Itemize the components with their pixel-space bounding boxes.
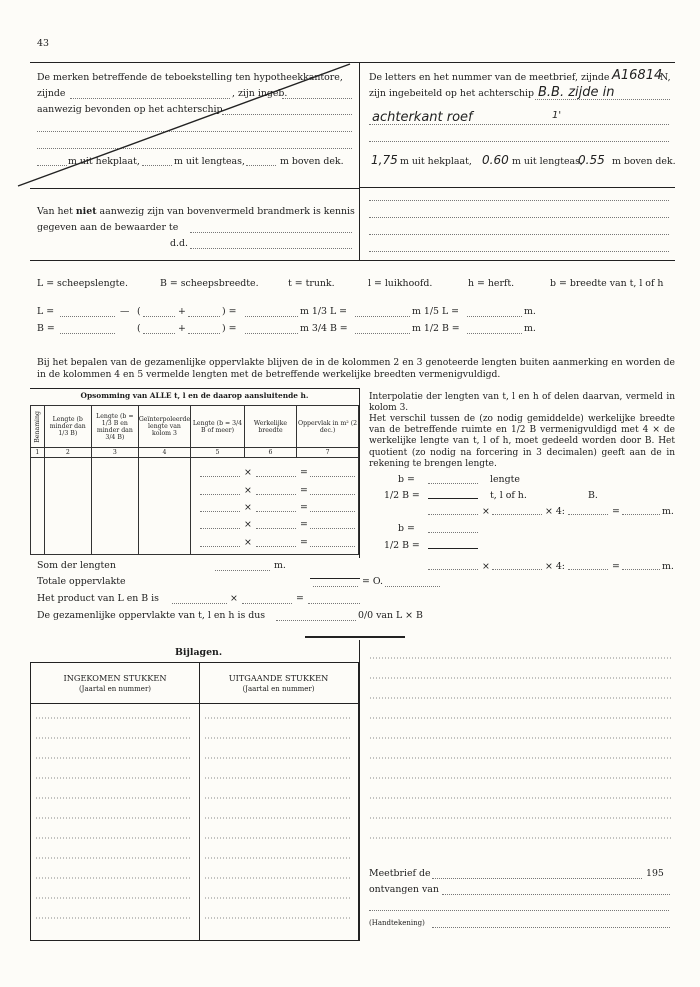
product-eq: = — [296, 593, 304, 604]
dd-label: d.d. — [170, 238, 188, 249]
ingekomen-sub: (Jaartal en nummer) — [78, 685, 152, 693]
m-third-L: m 1/3 L = — [300, 306, 347, 317]
legend-l: l = luikhoofd. — [368, 278, 433, 289]
col-num: 3 — [91, 448, 138, 458]
m-uit-hekplaat: m uit hekplaat, — [68, 156, 140, 167]
b-eq-2: b = — [398, 523, 415, 534]
legend-t: t = trunk. — [288, 278, 335, 289]
minus-sign: — — [120, 306, 130, 317]
interpolation-p1: Interpolatie der lengten van t, l en h of delen daarvan, vermeld in kolom 3. — [369, 392, 675, 414]
col-num: 2 — [44, 448, 91, 458]
ontvangen-field[interactable] — [442, 894, 670, 895]
half-B-eq-1: 1/2 B = — [384, 490, 420, 501]
hw-boven[interactable]: 0.55 — [578, 153, 605, 167]
lengte-label: lengte — [490, 474, 520, 485]
zijn-ingeb-label: , zijn ingeb. — [232, 88, 288, 99]
col-num: 5 — [191, 448, 245, 458]
equals-mark: = — [300, 537, 308, 548]
times-mark: × — [244, 467, 252, 478]
col-header-lengte-1: Lengte (b minder dan 1/3 B) — [44, 406, 91, 448]
equals-mark: = — [300, 502, 308, 513]
brandmerk-line1: Van het niet aanwezig zijn van bovenvermeld brandmerk is kennis — [37, 206, 355, 217]
legend-B: B = scheepsbreedte. — [160, 278, 259, 289]
m-end-2: m. — [524, 323, 536, 334]
instruction-paragraph: Bij het bepalen van de gezamenlijke oppervlakte blijven de in de kolommen 2 en 3 genoteerde lengten buiten aanmerking en worden de in de kolommen 4 en 5 vermelde lengten met de betreffende werkelijke breedten vermenigvuldigd. — [37, 357, 675, 380]
equals-mark: = — [300, 467, 308, 478]
handwritten-tick: 1' — [552, 110, 562, 121]
table-title: Opsomming van ALLE t, l en de daarop aansluitende h. — [80, 391, 309, 400]
col-num: 4 — [138, 448, 190, 458]
brandmerk-line2: gegeven aan de bewaarder te — [37, 222, 179, 233]
open-paren-2: ( — [137, 323, 141, 334]
times-mark: × — [244, 537, 252, 548]
equals-mark: = — [300, 519, 308, 530]
hw-hekplaat[interactable]: 1,75 — [371, 153, 398, 167]
totale-o: = O. — [362, 576, 383, 587]
plus-sign-2: + — [178, 323, 186, 334]
gezamenlijke-label: De gezamenlijke oppervlakte van t, l en h is dus — [37, 610, 266, 621]
m-2: m. — [662, 561, 674, 572]
handtekening-label: (Handtekening) — [369, 919, 425, 927]
eq-1: = — [612, 506, 620, 517]
B-dot-label: B. — [588, 490, 598, 501]
meetbrief-date-field[interactable] — [432, 878, 642, 879]
som-m: m. — [274, 560, 286, 571]
col-header-lengte-3: Lengte (b = 3/4 B of meer) — [191, 406, 245, 448]
r-m-boven-dek: m boven dek. — [612, 156, 676, 167]
m-boven-dek: m boven dek. — [280, 156, 344, 167]
tlh-label: t, l of h. — [490, 490, 527, 501]
times-mark: × — [244, 502, 252, 513]
meetbrief-year: 195 — [646, 868, 664, 879]
n-suffix: N, — [660, 72, 671, 83]
zijnde-label: zijnde — [37, 88, 66, 99]
r-m-uit-hekplaat: m uit hekplaat, — [400, 156, 472, 167]
hypotheek-line1: De merken betreffende de teboekstelling ten hypotheekkantore, — [37, 72, 343, 83]
uitgaande-title: UITGAANDE STUKKEN — [228, 673, 329, 683]
eq-2: = — [612, 561, 620, 572]
m-1: m. — [662, 506, 674, 517]
times-2: × — [482, 561, 490, 572]
ingekomen-title: INGEKOMEN STUKKEN — [63, 673, 167, 683]
col-header-oppervlak: Oppervlak in m² (2 dec.) — [297, 406, 359, 448]
lower-right-divider — [359, 640, 360, 938]
col-header-lengte-2: Lengte (b = 1/3 B en minder dan 3/4 B) — [91, 406, 138, 448]
col-num: 7 — [297, 448, 359, 458]
letters-line2: zijn ingebeiteld op het achterschip — [369, 88, 535, 99]
letters-line1: De letters en het nummer van de meetbrief, zijnde — [369, 72, 610, 83]
m-three-quarter-B: m 3/4 B = — [300, 323, 348, 334]
totale-label: Totale oppervlakte — [37, 576, 126, 587]
ontvangen-field-2[interactable] — [369, 910, 669, 911]
equals-mark: = — [300, 485, 308, 496]
m-uit-lengteas: m uit lengteas, — [174, 156, 245, 167]
product-label: Het product van L en B is — [37, 593, 159, 604]
m-end-1: m. — [524, 306, 536, 317]
times4-2: × 4: — [545, 561, 565, 572]
handwritten-place2[interactable]: achterkant roef — [372, 110, 473, 125]
b-eq-1: b = — [398, 474, 415, 485]
times-mark: × — [244, 519, 252, 530]
col-header-geinterpoleerde: Geïnterpoleerde lengte van kolom 3 — [138, 406, 190, 448]
close-paren: ) = — [222, 306, 237, 317]
legend-h: h = herft. — [468, 278, 515, 289]
col-num: 1 — [31, 448, 45, 458]
ontvangen-label: ontvangen van — [369, 884, 439, 895]
legend-b: b = breedte van t, l of h — [550, 278, 664, 289]
pct-label: 0/0 van L × B — [358, 610, 423, 621]
col-header-werkelijke: Werkelijke breedte — [244, 406, 296, 448]
times-mark: × — [244, 485, 252, 496]
B-eq: B = — [37, 323, 55, 334]
hw-lengteas[interactable]: 0.60 — [482, 153, 509, 167]
col-header-benaming: Benaming — [31, 406, 45, 448]
interpolation-p2: Het verschil tussen de (zo nodig gemiddelde) werkelijke breedte van de betreffende ruimte en 1/2 B vermenigvuldigd met 4 × de werkelijke lengte van t, l of h, moet gedeeld worden door B. Het quotient (zo nodig na forcering in 3 decimalen) geeft aan de in rekening te brengen lengte. — [369, 414, 675, 469]
product-times: × — [230, 593, 238, 604]
m-fifth-L: m 1/5 L = — [412, 306, 459, 317]
col-num: 6 — [244, 448, 296, 458]
m-half-B: m 1/2 B = — [412, 323, 460, 334]
close-paren-2: ) = — [222, 323, 237, 334]
L-eq: L = — [37, 306, 55, 317]
signature-field[interactable] — [432, 927, 670, 928]
times4-1: × 4: — [545, 506, 565, 517]
meetbrief-label: Meetbrief de — [369, 868, 431, 879]
aanwezig-label: aanwezig bevonden op het achterschip — [37, 104, 223, 115]
half-B-eq-2: 1/2 B = — [384, 540, 420, 551]
plus-sign: + — [178, 306, 186, 317]
som-label: Som der lengten — [37, 560, 116, 571]
bijlagen-title: Bijlagen. — [175, 647, 223, 658]
handwritten-place[interactable]: B.B. zijde in — [538, 85, 615, 100]
page-number: 43 — [37, 38, 49, 49]
handwritten-number[interactable]: A16814 — [612, 68, 663, 83]
times-1: × — [482, 506, 490, 517]
legend-L: L = scheepslengte. — [37, 278, 128, 289]
r-m-uit-lengteas: m uit lengteas, — [512, 156, 583, 167]
open-paren: ( — [137, 306, 141, 317]
uitgaande-sub: (Jaartal en nummer) — [242, 685, 315, 693]
